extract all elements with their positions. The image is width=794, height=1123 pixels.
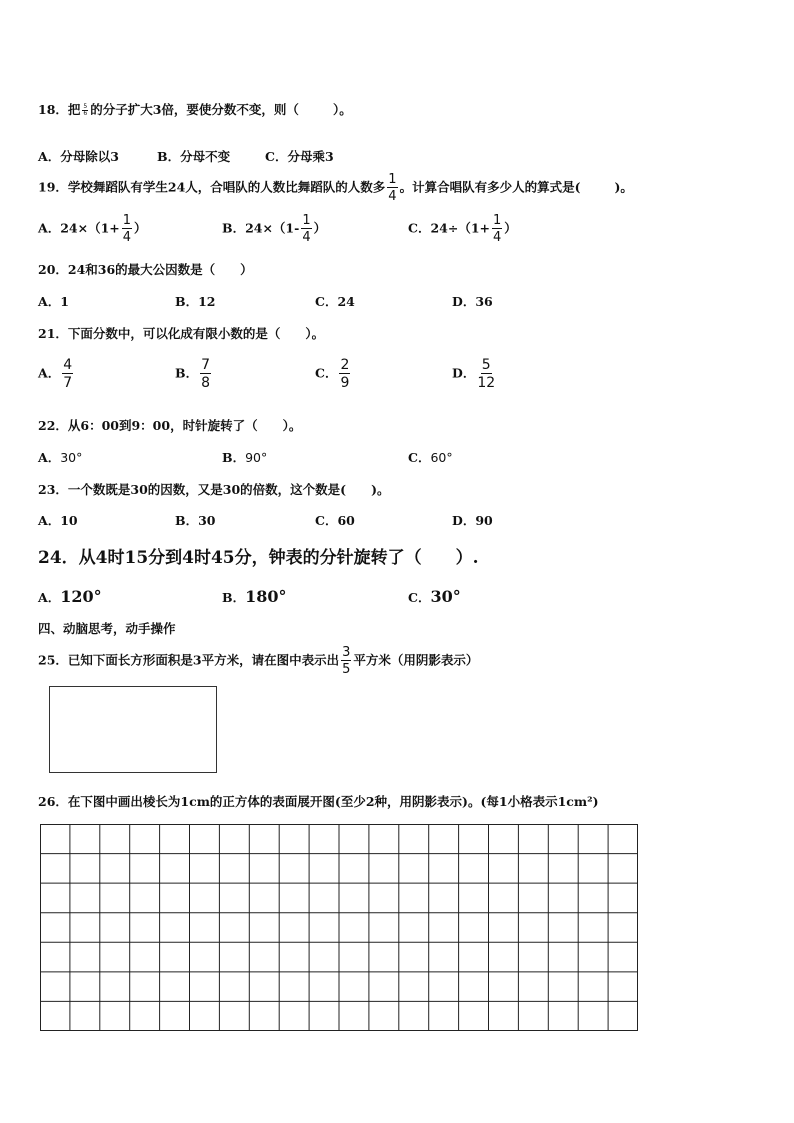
fraction: $\frac{4}{7}$: [63, 357, 73, 391]
rectangle-figure[interactable]: [49, 686, 217, 773]
question-19: 19．学校舞蹈队有学生24人，合唱队的人数比舞蹈队的人数多 $\frac{1}{4}$ 。计算合唱队有多少人的算式是( )。: [38, 172, 633, 204]
option-b[interactable]: B．90°: [222, 450, 268, 465]
question-23: 23．一个数既是30的因数，又是30的倍数，这个数是( )。: [38, 482, 390, 497]
option-c[interactable]: C．24: [315, 294, 355, 309]
option-b[interactable]: B．分母不变: [157, 149, 231, 164]
option-c[interactable]: C．分母乘3: [265, 149, 334, 164]
option-b[interactable]: B．30: [175, 513, 216, 528]
question-24: 24．从4时15分到4时45分，钟表的分针旋转了（ ）.: [38, 548, 479, 568]
question-18-prefix: 18．把: [38, 102, 81, 117]
square-grid[interactable]: [40, 824, 638, 1031]
option-d[interactable]: D．36: [452, 294, 493, 309]
option-d[interactable]: D．90: [452, 513, 493, 528]
question-21: 21．下面分数中，可以化成有限小数的是（ ）。: [38, 326, 325, 341]
option-a[interactable]: A．30°: [38, 450, 83, 465]
section-title: 四、动脑思考，动手操作: [38, 621, 176, 636]
option-c[interactable]: C． $\frac{2}{9}$: [315, 357, 350, 391]
option-d[interactable]: D． $\frac{5}{12}$: [452, 357, 496, 391]
fraction: $\frac{1}{4}$: [122, 213, 132, 245]
fraction: $\frac{5}{6}$: [83, 103, 88, 117]
option-b[interactable]: B．24×（1- $\frac{1}{4}$ ）: [222, 213, 327, 245]
question-25: 25．已知下面长方形面积是3平方米，请在图中表示出 $\frac{3}{5}$ 平方米（用阴影表示）: [38, 645, 479, 677]
option-a[interactable]: A．24×（1+ $\frac{1}{4}$ ）: [38, 213, 147, 245]
fraction: $\frac{1}{4}$: [493, 213, 502, 245]
fraction: $\frac{2}{9}$: [340, 357, 350, 391]
question-26: 26．在下图中画出棱长为1cm的正方体的表面展开图(至少2种，用阴影表示)。(每1小格表示1cm²): [38, 794, 599, 809]
option-a[interactable]: A．分母除以3: [38, 149, 119, 164]
question-22: 22．从6：00到9：00，时针旋转了（ ）。: [38, 418, 302, 433]
option-c[interactable]: C．30°: [408, 587, 461, 606]
option-c[interactable]: C．60: [315, 513, 355, 528]
option-a[interactable]: A． $\frac{4}{7}$: [38, 357, 73, 391]
option-c[interactable]: C．60°: [408, 450, 453, 465]
option-a[interactable]: A．1: [38, 294, 69, 309]
fraction: $\frac{7}{8}$: [201, 357, 210, 391]
fraction: $\frac{5}{12}$: [477, 357, 496, 391]
question-18-suffix: 的分子扩大3倍，要使分数不变，则（: [90, 102, 299, 117]
option-a[interactable]: A．120°: [38, 587, 102, 606]
question-20: 20．24和36的最大公因数是（ ）: [38, 262, 253, 277]
option-b[interactable]: B． $\frac{7}{8}$: [175, 357, 210, 391]
option-b[interactable]: B．12: [175, 294, 216, 309]
option-a[interactable]: A．10: [38, 513, 78, 528]
fraction: $\frac{1}{4}$: [302, 213, 311, 245]
fraction: $\frac{1}{4}$: [388, 172, 397, 204]
option-b[interactable]: B．180°: [222, 587, 287, 606]
option-c[interactable]: C．24÷（1+ $\frac{1}{4}$ ）: [408, 213, 517, 245]
fraction: $\frac{3}{5}$: [342, 645, 351, 677]
question-18: 18．把 $\frac{5}{6}$ 的分子扩大3倍，要使分数不变，则（ ）。: [38, 102, 352, 117]
